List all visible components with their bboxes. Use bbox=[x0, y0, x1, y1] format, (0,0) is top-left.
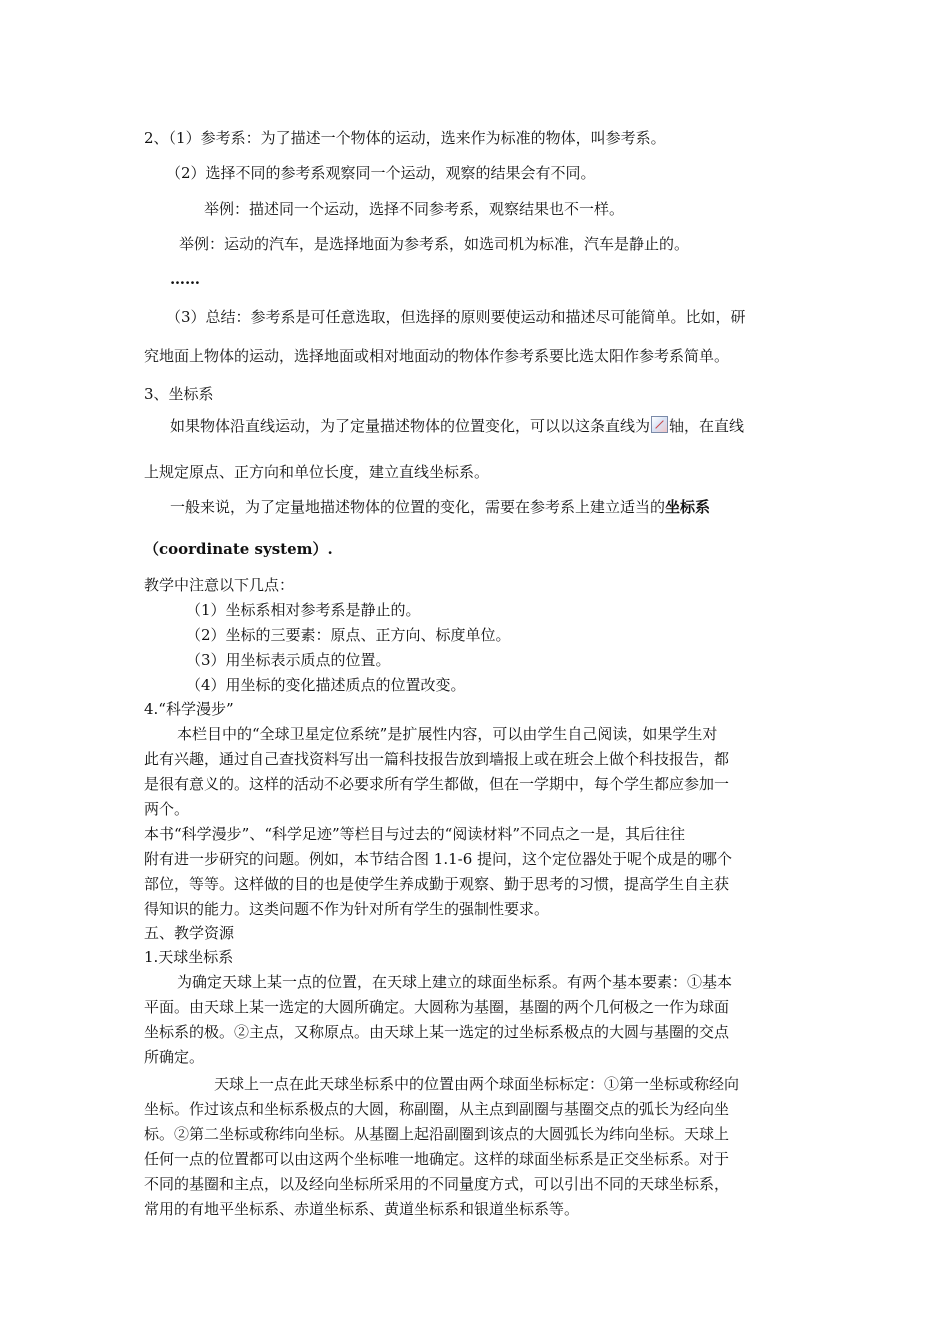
ref-frame-point-2: （2）选择不同的参考系观察同一个运动，观察的结果会有不同。 bbox=[166, 164, 596, 182]
celestial-para1-line-3: 坐标系的极。②主点，又称原点。由天球上某一选定的过坐标系极点的大圆与基圈的交点 bbox=[144, 1023, 730, 1041]
coordinate-paragraph-line-2: 上规定原点、正方向和单位长度，建立直线坐标系。 bbox=[144, 463, 490, 481]
celestial-para2-line-3: 标。②第二坐标或称纬向坐标。从基圈上起沿副圈到该点的大圆弧长为纬向坐标。天球上 bbox=[144, 1125, 730, 1143]
celestial-para2-line-2: 坐标。作过该点和坐标系极点的大圆，称副圈，从主点到副圈与基圈交点的弧长为经向坐 bbox=[144, 1100, 730, 1118]
science-walk-line-3: 是很有意义的。这样的活动不必要求所有学生都做，但在一学期中，每个学生都应参加一 bbox=[144, 775, 730, 793]
example-2: 举例：运动的汽车，是选择地面为参考系，如选司机为标准，汽车是静止的。 bbox=[179, 235, 690, 253]
book-columns-line-3: 部位，等等。这样做的目的也是使学生养成勤于观察、勤于思考的习惯，提高学生自主获 bbox=[144, 875, 730, 893]
science-walk-line-1: 本栏目中的“全球卫星定位系统”是扩展性内容，可以由学生自己阅读，如果学生对 bbox=[177, 725, 718, 743]
note-item-1: （1）坐标系相对参考系是静止的。 bbox=[186, 601, 421, 619]
section-heading-resources: 五、教学资源 bbox=[144, 924, 235, 942]
book-columns-line-4: 得知识的能力。这类问题不作为针对所有学生的强制性要求。 bbox=[144, 900, 550, 918]
celestial-para2-line-5: 不同的基圈和主点，以及经向坐标所采用的不同量度方式，可以引出不同的天球坐标系， bbox=[144, 1175, 730, 1193]
section-heading-celestial: 1.天球坐标系 bbox=[144, 948, 234, 966]
note-item-2: （2）坐标的三要素：原点、正方向、标度单位。 bbox=[186, 626, 511, 644]
section-heading-science-walk: 4.“科学漫步” bbox=[144, 700, 234, 718]
celestial-para2-line-6: 常用的有地平坐标系、赤道坐标系、黄道坐标系和银道坐标系等。 bbox=[144, 1200, 580, 1218]
teaching-notes-heading: 教学中注意以下几点： bbox=[144, 576, 295, 594]
celestial-para2-line-4: 任何一点的位置都可以由这两个坐标唯一地确定。这样的球面坐标系是正交坐标系。对于 bbox=[144, 1150, 730, 1168]
science-walk-line-2: 此有兴趣，通过自己查找资料写出一篇科技报告放到墙报上或在班会上做个科技报告，都 bbox=[144, 750, 730, 768]
summary-line-2: 究地面上物体的运动，选择地面或相对地面动的物体作参考系要比选太阳作参考系简单。 bbox=[144, 347, 730, 365]
note-item-4: （4）用坐标的变化描述质点的位置改变。 bbox=[186, 676, 466, 694]
book-columns-line-2: 附有进一步研究的问题。例如，本节结合图 1.1-6 提问，这个定位器处于呢个成是的哪个 bbox=[144, 850, 733, 868]
celestial-para2-line-1: 天球上一点在此天球坐标系中的位置由两个球面坐标标定：①第一坐标或称经向 bbox=[214, 1075, 740, 1093]
note-item-3: （3）用坐标表示质点的位置。 bbox=[186, 651, 391, 669]
x-axis-image-icon bbox=[651, 416, 668, 433]
science-walk-line-4: 两个。 bbox=[144, 800, 190, 818]
general-paragraph-line-1: 一般来说，为了定量地描述物体的位置的变化，需要在参考系上建立适当的坐标系 bbox=[170, 498, 711, 516]
celestial-para1-line-2: 平面。由天球上某一选定的大圆所确定。大圆称为基圈，基圈的两个几何极之一作为球面 bbox=[144, 998, 730, 1016]
celestial-para1-line-1: 为确定天球上某一点的位置，在天球上建立的球面坐标系。有两个基本要素：①基本 bbox=[177, 973, 733, 991]
summary-line-1: （3）总结：参考系是可任意选取，但选择的原则要使运动和描述尽可能简单。比如，研 bbox=[166, 308, 746, 326]
celestial-para1-line-4: 所确定。 bbox=[144, 1048, 205, 1066]
book-columns-line-1: 本书“科学漫步”、“科学足迹”等栏目与过去的“阅读材料”不同点之一是，其后往往 bbox=[144, 825, 686, 843]
coordinate-paragraph-line-1: 如果物体沿直线运动，为了定量描述物体的位置变化，可以以这条直线为 轴，在直线 bbox=[170, 417, 745, 435]
ellipsis: …… bbox=[170, 270, 200, 288]
coordinate-system-term: 坐标系 bbox=[665, 498, 711, 516]
section-heading-coordinate: 3、坐标系 bbox=[144, 385, 214, 403]
example-1: 举例：描述同一个运动，选择不同参考系，观察结果也不一样。 bbox=[204, 200, 625, 218]
ref-frame-definition: 2、（1）参考系：为了描述一个物体的运动，选来作为标准的物体，叫参考系。 bbox=[144, 129, 666, 147]
coordinate-system-english: （coordinate system）. bbox=[144, 540, 333, 558]
